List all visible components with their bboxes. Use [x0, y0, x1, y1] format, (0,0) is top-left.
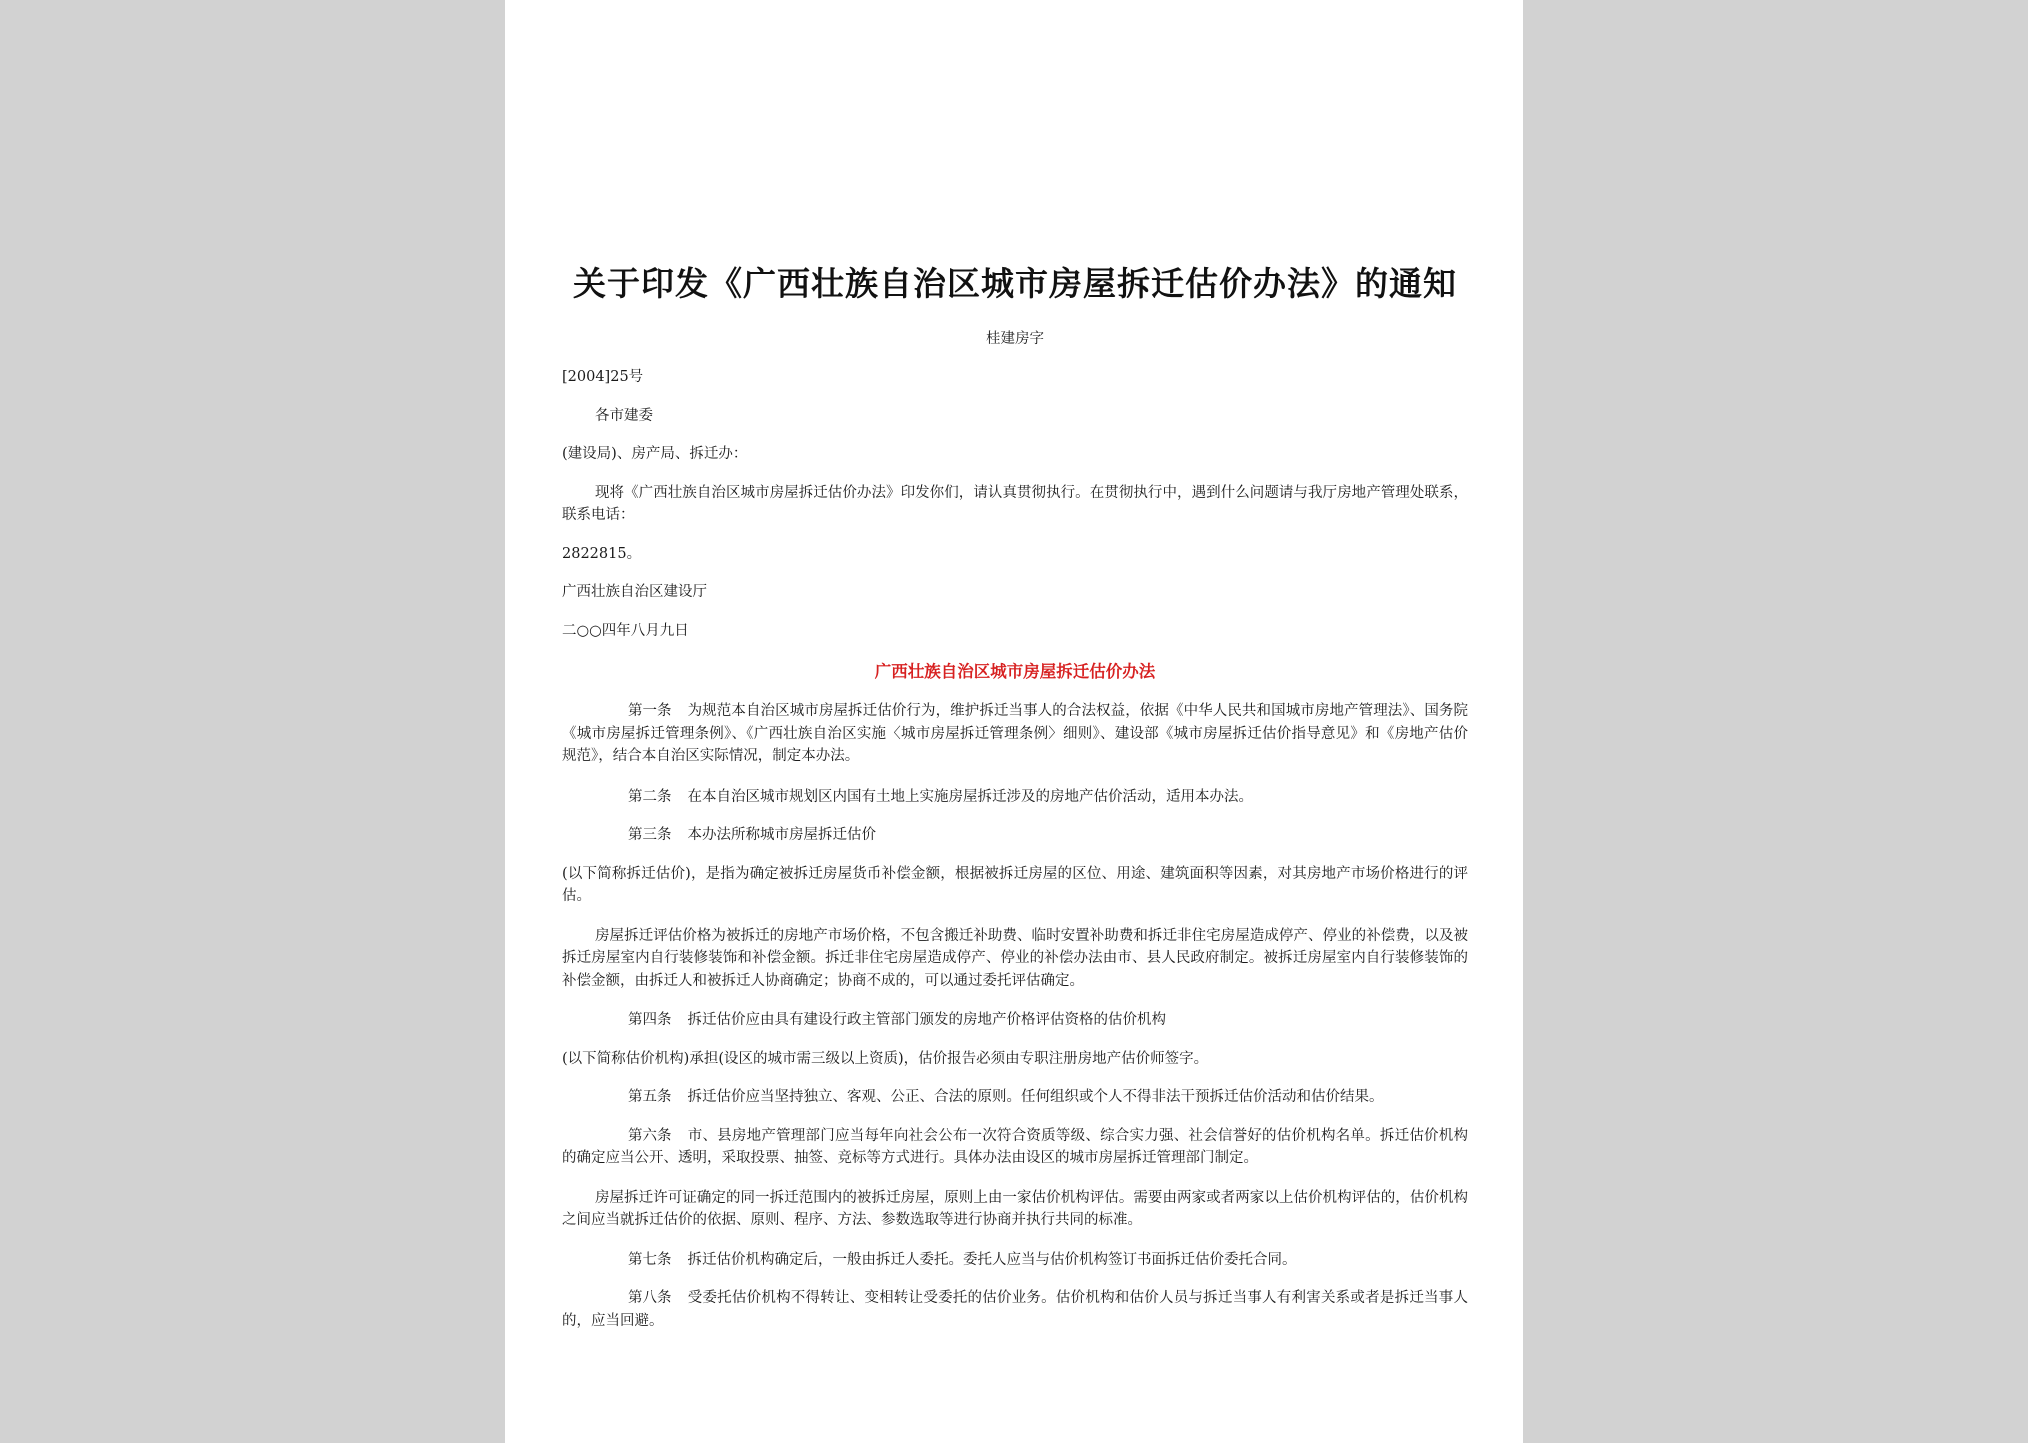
article-8 [562, 1287, 1468, 1332]
document-title: 关于印发《广西壮族自治区城市房屋拆迁估价办法》的通知 [573, 264, 1457, 303]
article-4-text: 拆迁估价应由具有建设行政主管部门颁发的房地产价格评估资格的估价机构 [687, 1012, 1166, 1028]
article-2 [562, 786, 1468, 809]
article-3-paragraph-2: 房屋拆迁评估价格为被拆迁的房地产市场价格，不包含搬迁补助费、临时安置补助费和拆迁非住宅房屋造成停产、停业的补偿费，以及被拆迁房屋室内自行装修装饰和补偿金额。拆迁非住宅房屋造成停产、停业的补偿办法由市、县人民政府制定。被拆迁房屋室内自行装修装饰的补偿金额，由拆迁人和被拆迁人协商确定；协商不成的，可以通过委托评估确定。 [562, 927, 1468, 989]
notice-body-paragraph: 现将《广西壮族自治区城市房屋拆迁估价办法》印发你们，请认真贯彻执行。在贯彻执行中，遇到什么问题请与我厅房地产管理处联系，联系电话： [562, 484, 1468, 523]
article-6-number: 第六条 [628, 1127, 672, 1144]
article-8-number: 第八条 [628, 1290, 672, 1306]
article-1-text: 为规范本自治区城市房屋拆迁估价行为，维护拆迁当事人的合法权益，依据《中华人民共和国城市房地产管理法》、国务院《城市房屋拆迁管理条例》、《广西壮族自治区实施〈城市房屋拆迁管理条例〉细则》、建设部《城市房屋拆迁估价指导意见》和《房地产估价规范》，结合本自治区实际情况，制定本办法。 [562, 703, 1468, 764]
article-7 [562, 1249, 1468, 1272]
document-number-suffix: [2004]25号 [562, 369, 644, 385]
article-2-number: 第二条 [628, 788, 672, 805]
article-1 [562, 700, 1468, 768]
article-3-text: 本办法所称城市房屋拆迁估价 [687, 827, 876, 843]
article-7-number: 第七条 [628, 1251, 672, 1268]
article-5-number: 第五条 [628, 1089, 672, 1105]
article-6-paragraph-2: 房屋拆迁许可证确定的同一拆迁范围内的被拆迁房屋，原则上由一家估价机构评估。需要由两家或者两家以上估价机构评估的，估价机构之间应当就拆迁估价的依据、原则、程序、方法、参数选取等进行协商并执行共同的标准。 [562, 1189, 1468, 1228]
article-5 [562, 1086, 1468, 1109]
article-3 [562, 824, 1468, 847]
article-4-continuation: (以下简称估价机构)承担(设区的城市需三级以上资质)，估价报告必须由专职注册房地产估价师签字。 [562, 1050, 1209, 1067]
issue-date: 二○○四年八月九日 [562, 622, 689, 639]
article-6-text: 市、县房地产管理部门应当每年向社会公布一次符合资质等级、综合实力强、社会信誉好的估价机构名单。拆迁估价机构的确定应当公开、透明，采取投票、抽签、竞标等方式进行。具体办法由设区的城市房屋拆迁管理部门制定。 [562, 1127, 1468, 1166]
issuing-authority: 广西壮族自治区建设厅 [562, 584, 707, 600]
recipients-line-1: 各市建委 [595, 407, 653, 424]
article-1-number: 第一条 [628, 703, 672, 719]
article-2-text: 在本自治区城市规划区内国有土地上实施房屋拆迁涉及的房地产估价活动，适用本办法。 [687, 788, 1253, 805]
article-6 [562, 1125, 1468, 1170]
article-3-number: 第三条 [628, 827, 672, 843]
document-content [562, 262, 1468, 1332]
regulation-title: 广西壮族自治区城市房屋拆迁估价办法 [874, 662, 1156, 681]
recipients-line-2: (建设局)、房产局、拆迁办： [562, 446, 748, 462]
article-8-text: 受委托估价机构不得转让、变相转让受委托的估价业务。估价机构和估价人员与拆迁当事人有利害关系或者是拆迁当事人的，应当回避。 [562, 1290, 1468, 1329]
document-number: 桂建房字 [986, 331, 1044, 347]
article-7-text: 拆迁估价机构确定后，一般由拆迁人委托。委托人应当与估价机构签订书面拆迁估价委托合同。 [687, 1251, 1297, 1268]
document-page [505, 0, 1523, 1443]
contact-phone: 2822815。 [562, 545, 642, 562]
article-4 [562, 1009, 1468, 1032]
article-3-continuation: (以下简称拆迁估价)，是指为确定被拆迁房屋货币补偿金额，根据被拆迁房屋的区位、用途、建筑面积等因素，对其房地产市场价格进行的评估。 [562, 865, 1468, 904]
article-5-text: 拆迁估价应当坚持独立、客观、公正、合法的原则。任何组织或个人不得非法干预拆迁估价活动和估价结果。 [687, 1089, 1384, 1105]
article-4-number: 第四条 [628, 1012, 672, 1028]
